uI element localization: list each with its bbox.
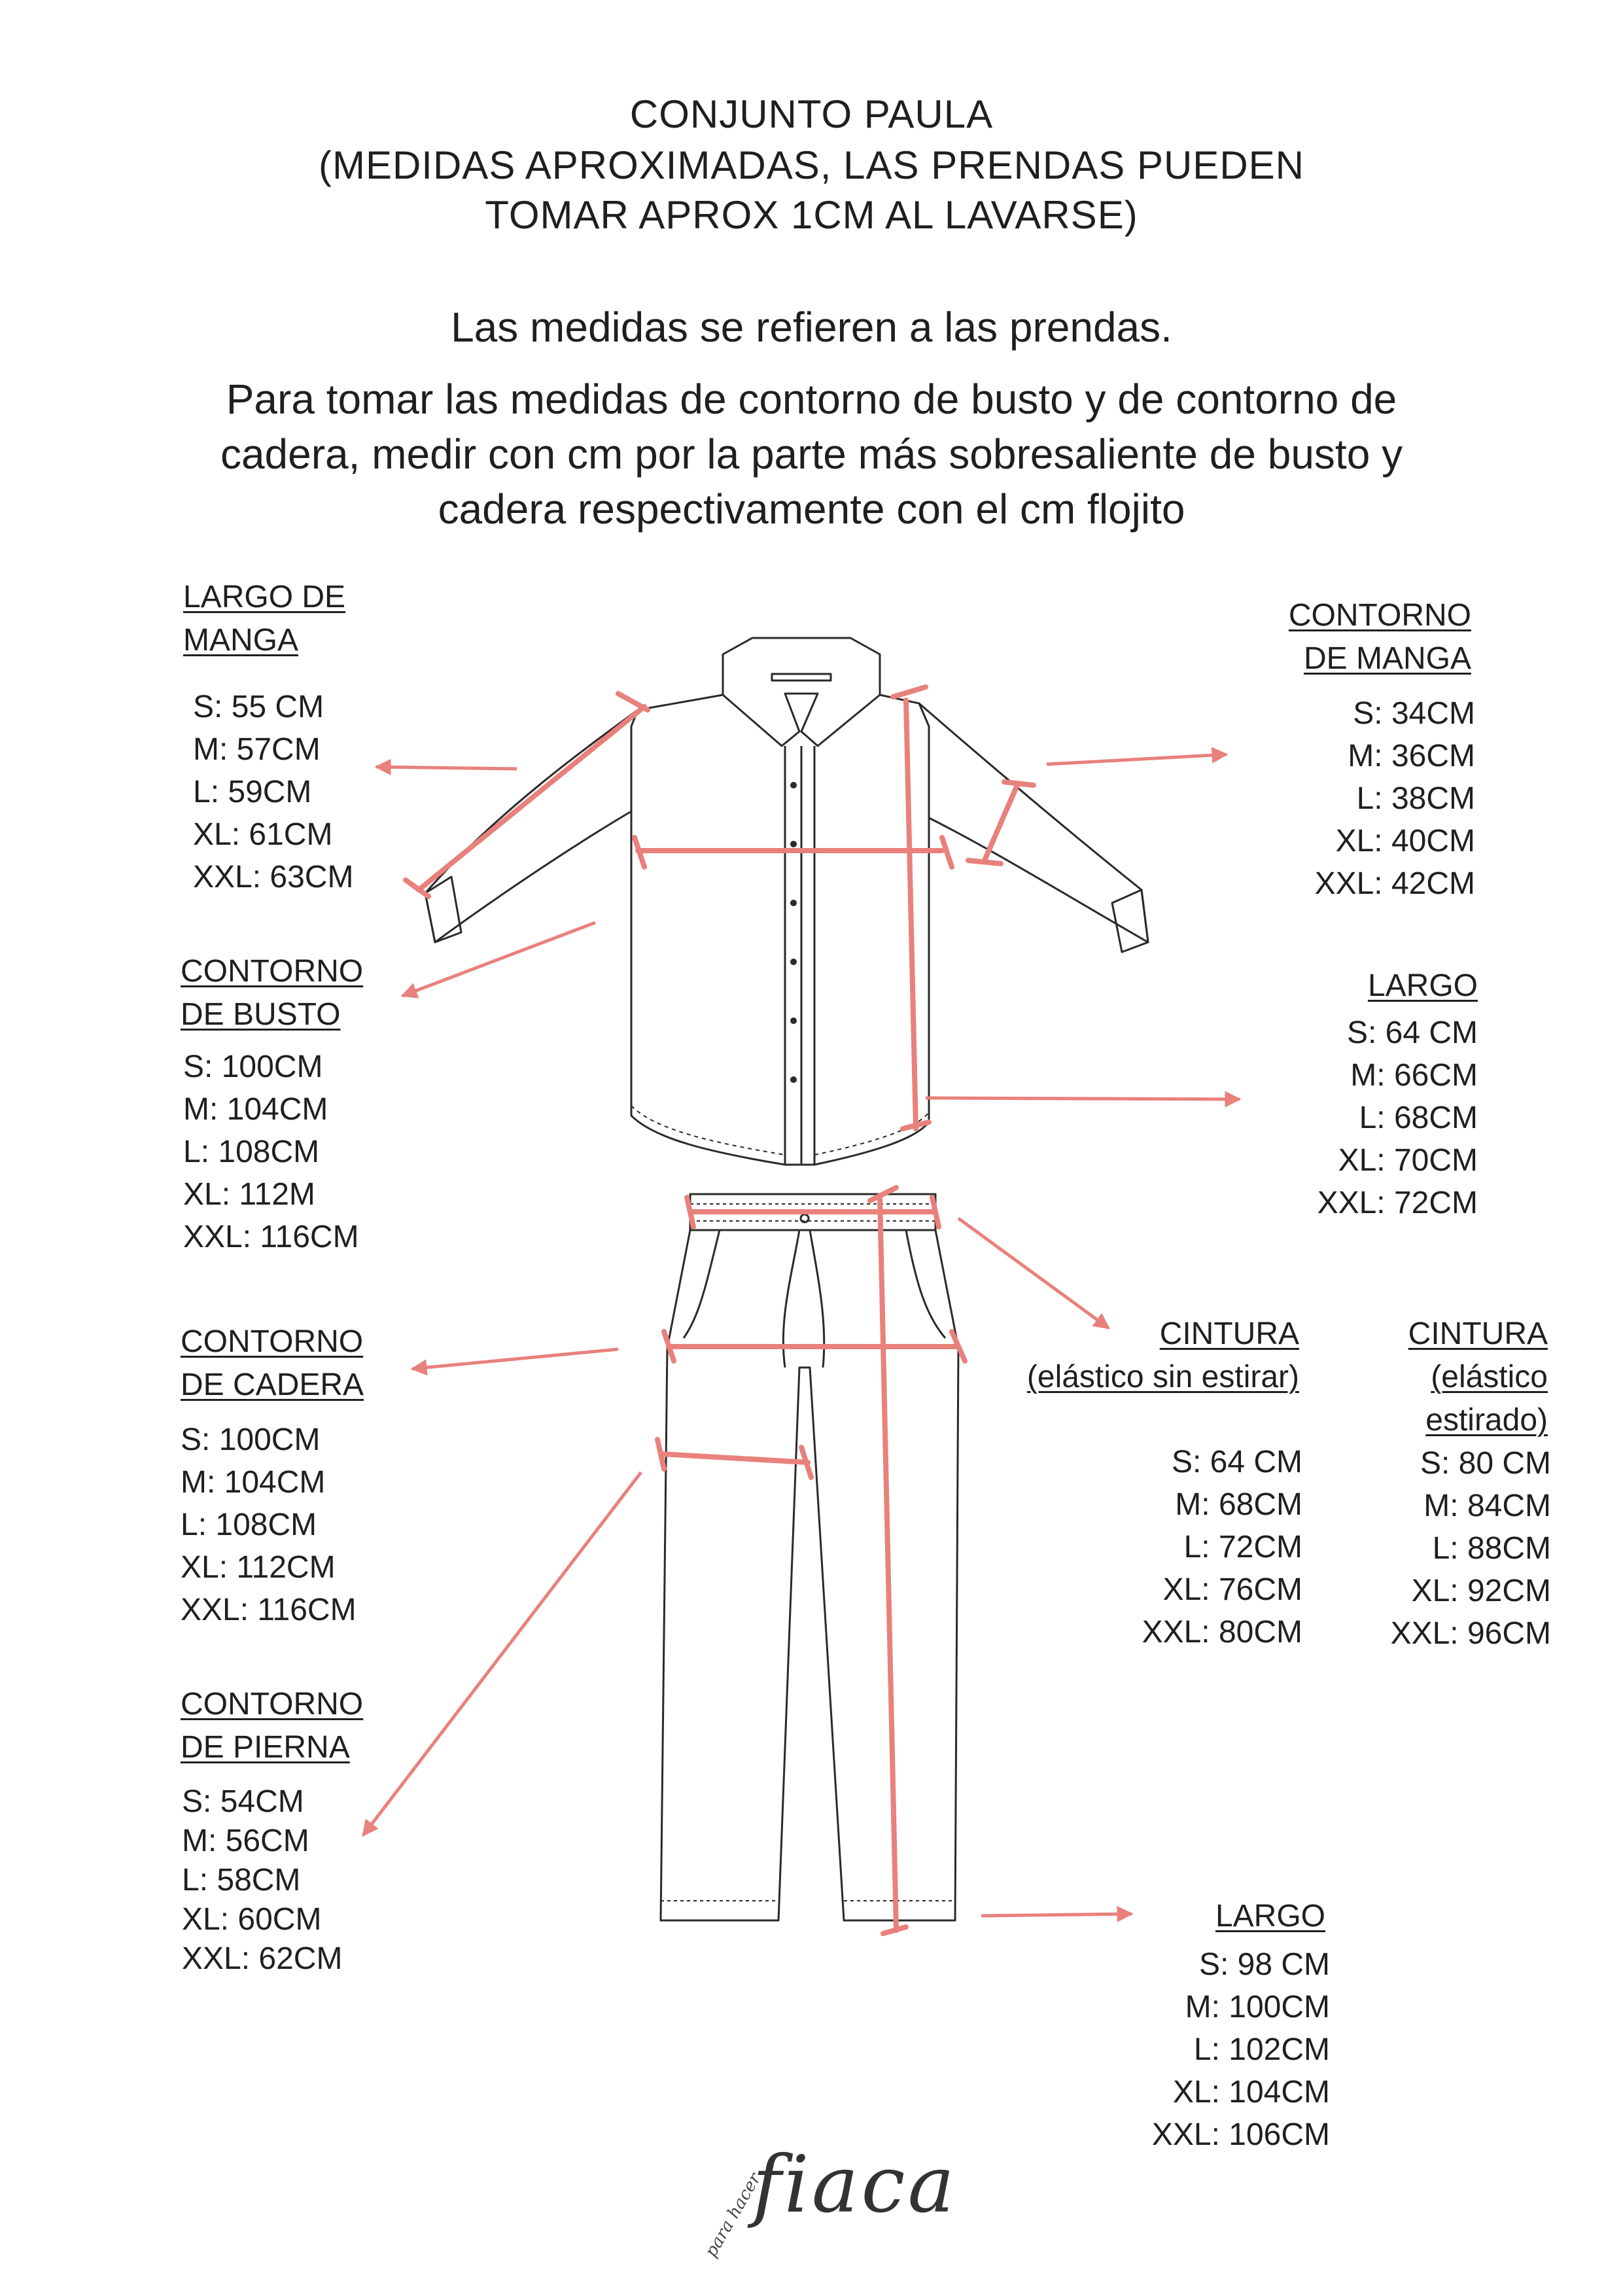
instructions-line-3: cadera respectivamente con el cm flojito: [438, 486, 1185, 533]
size-row: XXL: 42CM: [1314, 866, 1475, 901]
largo-manga-sizes: [193, 686, 353, 898]
contorno-cadera-heading: CONTORNO DE CADERA: [181, 1324, 364, 1402]
note-line-1: (MEDIDAS APROXIMADAS, LAS PRENDAS PUEDEN: [318, 143, 1304, 187]
size-row: XL: 70CM: [1338, 1143, 1478, 1178]
cintura-estirado-sizes: [1391, 1442, 1551, 1655]
shirt-buttons: [790, 782, 797, 1083]
contorno-pierna-heading: CONTORNO DE PIERNA: [181, 1687, 364, 1765]
size-row: M: 36CM: [1348, 739, 1475, 773]
size-row: S: 100CM: [181, 1422, 321, 1457]
measurement-lines: [406, 687, 1034, 1934]
size-row: XL: 112CM: [181, 1550, 336, 1585]
largo-manga-heading: LARGO DE MANGA: [183, 580, 346, 658]
size-row: L: 38CM: [1356, 781, 1475, 816]
size-row: XL: 112M: [183, 1177, 315, 1212]
size-row: XXL: 62CM: [182, 1941, 343, 1976]
shirt-drawing: [425, 638, 1148, 1165]
subtitle: Las medidas se refieren a las prendas.: [451, 304, 1172, 351]
contorno-busto-sizes: [183, 1046, 359, 1258]
size-row: S: 34CM: [1353, 696, 1475, 731]
size-row: XXL: 96CM: [1390, 1616, 1551, 1651]
size-row: M: 68CM: [1175, 1487, 1302, 1522]
size-row: L: 58CM: [182, 1863, 301, 1898]
size-row: M: 57CM: [193, 732, 321, 767]
size-row: S: 54CM: [182, 1784, 304, 1819]
size-row: S: 80 CM: [1420, 1446, 1551, 1481]
size-row: M: 66CM: [1350, 1058, 1478, 1093]
size-row: XXL: 63CM: [193, 860, 354, 894]
size-row: L: 68CM: [1359, 1101, 1478, 1135]
size-row: M: 100CM: [1185, 1990, 1330, 2024]
page-title: CONJUNTO PAULA: [629, 92, 994, 136]
size-row: XL: 104CM: [1172, 2075, 1330, 2110]
size-row: M: 84CM: [1423, 1489, 1551, 1523]
contorno-busto-heading: CONTORNO DE BUSTO: [181, 954, 364, 1032]
size-row: L: 88CM: [1432, 1531, 1551, 1566]
instructions-line-2: cadera, medir con cm por la parte más sobresaliente de busto y: [220, 431, 1403, 478]
cintura-sin-estirar-heading: CINTURA (elástico sin estirar): [1026, 1316, 1299, 1394]
size-row: S: 64 CM: [1171, 1445, 1302, 1479]
size-row: S: 64 CM: [1346, 1016, 1478, 1050]
size-row: M: 56CM: [182, 1824, 309, 1858]
contorno-cadera-sizes: [181, 1419, 357, 1631]
size-row: XL: 92CM: [1411, 1574, 1551, 1608]
size-row: XL: 61CM: [193, 817, 333, 852]
logo-tagline: para hacer: [701, 2170, 765, 2261]
contorno-manga-heading: CONTORNO DE MANGA: [1288, 598, 1471, 676]
size-row: XL: 76CM: [1162, 1572, 1302, 1607]
largo-camisa-heading: LARGO: [1367, 968, 1478, 1003]
size-row: S: 98 CM: [1198, 1947, 1330, 1982]
size-row: XXL: 106CM: [1151, 2117, 1330, 2152]
size-row: XXL: 80CM: [1142, 1615, 1302, 1650]
contorno-pierna-sizes: [182, 1782, 342, 1979]
size-row: L: 102CM: [1193, 2032, 1330, 2067]
note-line-2: TOMAR APROX 1CM AL LAVARSE): [485, 193, 1138, 237]
size-row: L: 108CM: [183, 1135, 320, 1169]
cintura-estirado-heading: CINTURA (elástico estirado): [1408, 1316, 1548, 1438]
size-row: S: 100CM: [183, 1050, 323, 1084]
size-row: XL: 60CM: [182, 1902, 322, 1937]
pants-drawing: [661, 1194, 958, 1920]
instructions-line-1: Para tomar las medidas de contorno de busto y de contorno de: [226, 376, 1397, 423]
size-row: XL: 40CM: [1335, 824, 1475, 858]
largo-camisa-sizes: [1318, 1012, 1478, 1224]
size-row: XXL: 72CM: [1317, 1186, 1478, 1220]
cintura-sin-estirar-sizes: [1142, 1441, 1302, 1653]
size-row: L: 108CM: [181, 1508, 317, 1542]
size-row: M: 104CM: [183, 1092, 328, 1127]
largo-pantalon-heading: LARGO: [1215, 1899, 1325, 1934]
size-row: M: 104CM: [181, 1465, 326, 1500]
largo-pantalon-sizes: [1152, 1943, 1330, 2156]
size-row: XXL: 116CM: [183, 1220, 359, 1254]
size-row: L: 59CM: [193, 775, 312, 809]
brand-logo: fiaca: [752, 2140, 958, 2231]
contorno-manga-sizes: [1315, 692, 1475, 905]
size-row: S: 55 CM: [193, 690, 324, 724]
size-row: XXL: 116CM: [181, 1593, 357, 1627]
size-row: L: 72CM: [1183, 1530, 1302, 1564]
